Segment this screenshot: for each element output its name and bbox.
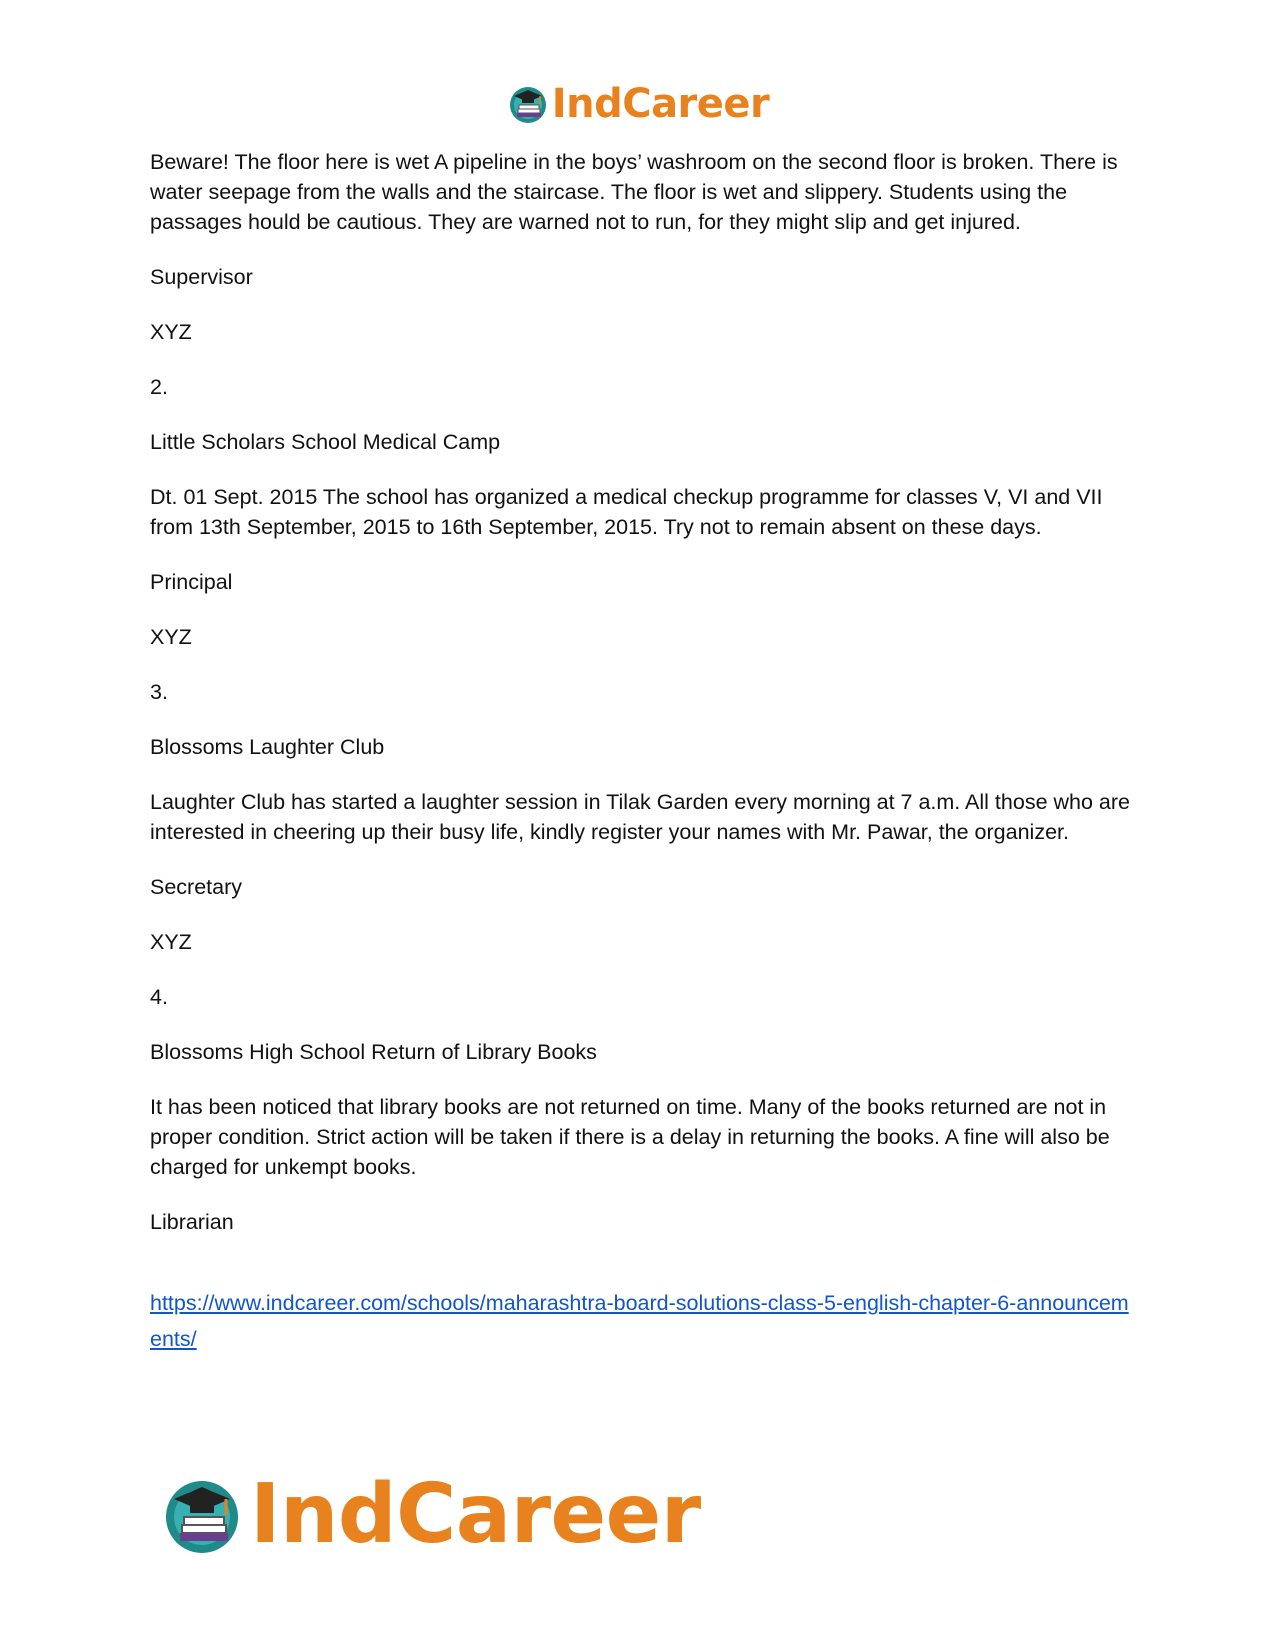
notice-paragraph: Beware! The floor here is wet A pipeline in the boys’ washroom on the second floor is broken. There is water seepage from the walls and the staircase. The floor is wet and slippery. Students using the passages hould be cautious. They are warned not to run, for they might slip and get injured. [150, 150, 1118, 234]
notice-paragraph: It has been noticed that library books are not returned on time. Many of the books returned are not in proper condition. Strict action will be taken if there is a delay in returning the books. A fine will also be charged for unkempt books. [150, 1095, 1110, 1179]
brand-name: IndCareer [551, 81, 770, 127]
item-number: 3. [150, 680, 168, 704]
signatory: Principal [150, 570, 233, 594]
brand-name: IndCareer [250, 1467, 701, 1562]
signatory-name: XYZ [150, 930, 192, 954]
signatory: Supervisor [150, 265, 253, 289]
footer-logo [158, 1467, 701, 1562]
graduation-cap-books-icon [506, 82, 550, 126]
notice-paragraph: Dt. 01 Sept. 2015 The school has organized a medical checkup programme for classes V, VI and VII from 13th September, 2015 to 16th September, 2015. Try not to remain absent on these days. [150, 485, 1103, 539]
notice-paragraph: Laughter Club has started a laughter session in Tilak Garden every morning at 7 a.m. All those who are interested in cheering up their busy life, kindly register your names with Mr. Pawar, the organizer. [150, 790, 1130, 844]
signatory-name: XYZ [150, 625, 192, 649]
item-number: 2. [150, 375, 168, 399]
notice-heading: Blossoms Laughter Club [150, 735, 385, 759]
logo [506, 82, 770, 126]
notice-heading: Blossoms High School Return of Library Books [150, 1040, 597, 1064]
source-link[interactable]: https://www.indcareer.com/schools/maharashtra-board-solutions-class-5-english-chapter-6-announcements/ [150, 1291, 1129, 1351]
notice-heading: Little Scholars School Medical Camp [150, 430, 501, 454]
header-logo [0, 80, 1275, 128]
signatory: Secretary [150, 875, 243, 899]
source-link-block [150, 1285, 1135, 1357]
document-body [150, 147, 1135, 1357]
signatory-name: XYZ [150, 320, 192, 344]
signatory: Librarian [150, 1210, 234, 1234]
item-number: 4. [150, 985, 168, 1009]
graduation-cap-books-icon [158, 1471, 246, 1559]
